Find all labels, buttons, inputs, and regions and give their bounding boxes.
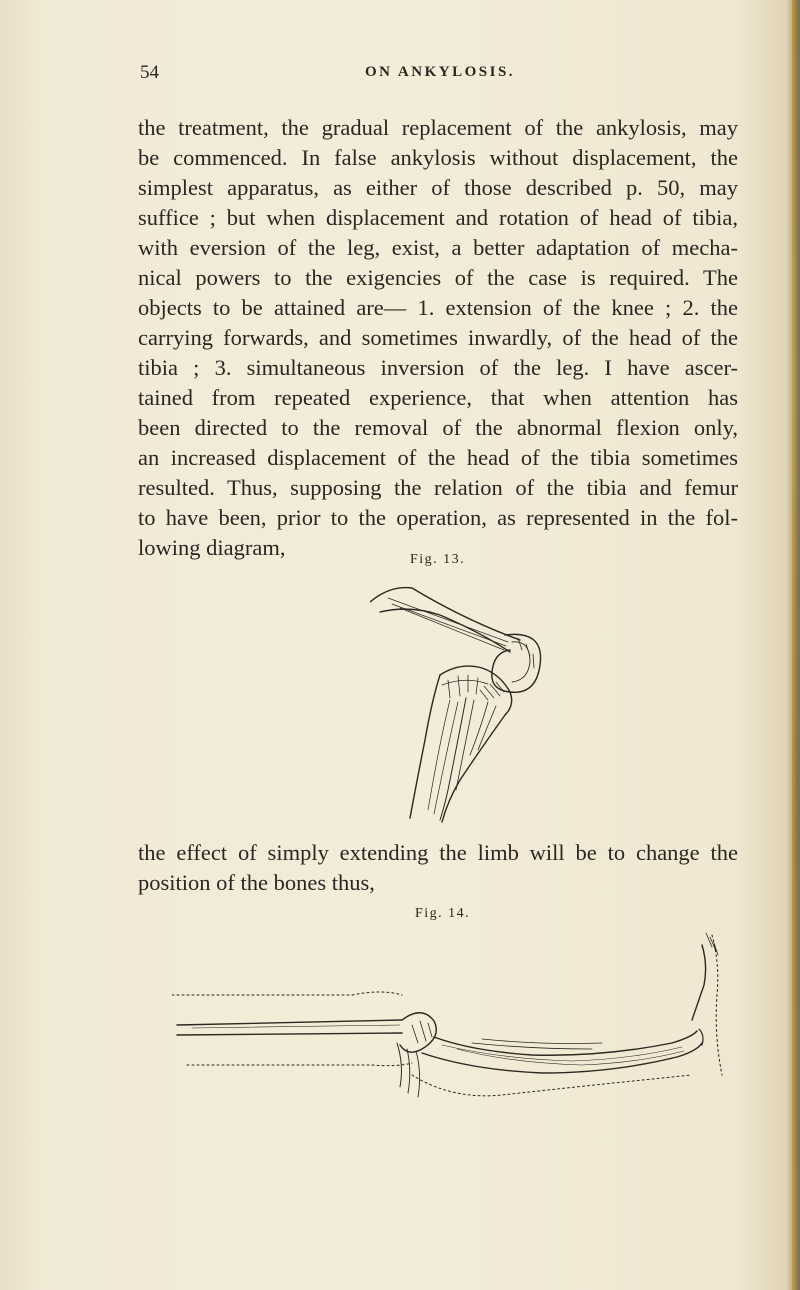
femur-shaft-upper xyxy=(177,1020,402,1025)
text-line: the treatment, the gradual replacement of the ankylosis, may xyxy=(138,115,738,140)
paragraph-2 xyxy=(138,838,738,898)
femur-dotted-outline xyxy=(172,992,402,995)
figure-13-label: Fig. 13. xyxy=(410,552,466,567)
figure-13-diagram xyxy=(370,580,570,825)
text-line: tibia ; 3. simultaneous inversion of the leg. I have ascer- xyxy=(138,355,738,380)
text-line: be commenced. In false ankylosis without displacement, the xyxy=(138,145,738,170)
text-line: carrying forwards, and sometimes inwardly, of the head of the xyxy=(138,325,738,350)
text-line: tained from repeated experience, that when attention has xyxy=(138,385,738,410)
femoral-condyle xyxy=(492,634,541,692)
femur-lower-edge xyxy=(380,609,510,652)
text-line: objects to be attained are— 1. extension of the knee ; 2. the xyxy=(138,295,738,320)
text-line: position of the bones thus, xyxy=(138,870,375,895)
text-line: the effect of simply extending the limb will be to change the xyxy=(138,840,738,865)
text-line: simplest apparatus, as either of those described p. 50, may xyxy=(138,175,738,200)
running-head xyxy=(140,62,730,86)
tibia-shaft-lower xyxy=(422,1043,702,1073)
text-line: nical powers to the exigencies of the case is required. The xyxy=(138,265,738,290)
text-line: been directed to the removal of the abnormal flexion only, xyxy=(138,415,738,440)
figure-14-label: Fig. 14. xyxy=(415,906,471,921)
text-line: an increased displacement of the head of the tibia sometimes xyxy=(138,445,738,470)
running-title: ON ANKYLOSIS. xyxy=(365,64,516,80)
text-line: to have been, prior to the operation, as represented in the fol- xyxy=(138,505,738,530)
text-line: with eversion of the leg, exist, a better adaptation of mecha- xyxy=(138,235,738,260)
text-line: resulted. Thus, supposing the relation of the tibia and femur xyxy=(138,475,738,500)
page-edge-shadow xyxy=(786,0,800,1290)
tibia-left-edge xyxy=(410,675,440,818)
femur-shaft-lower xyxy=(177,1033,402,1035)
figure-14-diagram xyxy=(172,925,742,1100)
page-number: 54 xyxy=(140,62,159,83)
paragraph-1 xyxy=(138,113,738,563)
text-line: suffice ; but when displacement and rotation of head of tibia, xyxy=(138,205,738,230)
femur-upper-edge xyxy=(370,588,520,640)
foot-dotted-outline xyxy=(712,935,722,1075)
text-line: lowing diagram, xyxy=(138,535,286,560)
foot-outline xyxy=(692,945,706,1020)
